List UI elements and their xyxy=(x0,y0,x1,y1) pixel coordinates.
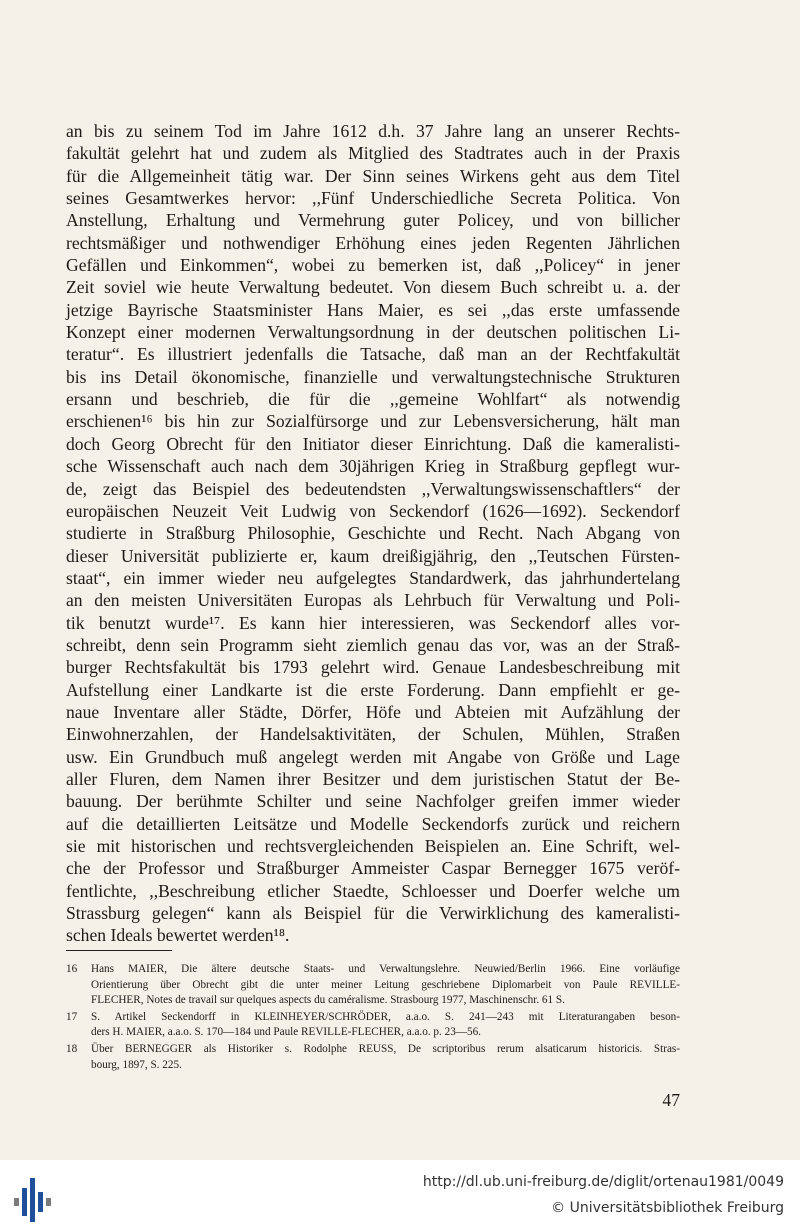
footnote-number: 18 xyxy=(66,1042,78,1055)
text-line: Gefällen und Einkommen“, wobei zu bemerken ist, daß ,,Policey“ in jener xyxy=(66,255,680,276)
footnote-line: FLECHER, Notes de travail sur quelques aspects du caméralisme. Strasbourg 1977, Maschinenschr. 61 S. xyxy=(91,994,565,1007)
text-line: Zeit soviel wie heute Verwaltung bedeutet. Von diesem Buch schreibt u. a. der xyxy=(66,277,680,298)
text-line: europäischen Neuzeit Veit Ludwig von Seckendorf (1626—1692). Seckendorf xyxy=(66,500,680,521)
text-line: erschienen¹⁶ bis hin zur Sozialfürsorge und zur Lebensversicherung, hält man xyxy=(66,411,680,432)
footnote-divider xyxy=(66,950,172,951)
footnote-number: 16 xyxy=(66,963,78,975)
text-line: jetzige Bayrische Staatsminister Hans Maier, es sei ,,das erste umfassende xyxy=(66,299,680,320)
footer-copyright: © Universitätsbibliothek Freiburg xyxy=(551,1200,784,1216)
text-line: für die Allgemeinheit tätig war. Der Sinn seines Wirkens geht aus dem Titel xyxy=(66,165,680,186)
text-line: Strassburg gelegen“ kann als Beispiel für die Verwirklichung des kameralisti- xyxy=(66,903,680,924)
text-line: Einwohnerzahlen, der Handelsaktivitäten, der Schulen, Mühlen, Straßen xyxy=(66,724,680,745)
text-line: doch Georg Obrecht für den Initiator dieser Einrichtung. Daß die kameralisti- xyxy=(66,433,680,454)
text-line: usw. Ein Grundbuch muß angelegt werden mit Angabe von Größe und Lage xyxy=(66,746,680,767)
footnote-line: ders H. MAIER, a.a.o. S. 170—184 und Paule REVILLE-FLECHER, a.a.o. p. 23—56. xyxy=(91,1026,481,1039)
text-line: auf die detaillierten Leitsätze und Modelle Seckendorfs zurück und reichern xyxy=(66,813,680,834)
text-line: de, zeigt das Beispiel des bedeutendsten ,,Verwaltungswissenschaftlers“ der xyxy=(66,478,680,499)
footnote-18 xyxy=(66,1042,680,1073)
text-line: teratur“. Es illustriert jedenfalls die Tatsache, daß man an der Rechtfakultät xyxy=(66,344,680,365)
footnote-line: Über BERNEGGER als Historiker s. Rodolphe REUSS, De scriptoribus rerum alsaticarum historicis. Stras- xyxy=(91,1042,680,1055)
text-line: fentlichte, ,,Beschreibung etlicher Staedte, Schloesser und Doerfer welche um xyxy=(66,880,680,901)
footnote-line: bourg, 1897, S. 225. xyxy=(91,1058,182,1071)
footnotes xyxy=(66,962,680,1074)
text-line: naue Inventare aller Städte, Dörfer, Höfe und Abteien mit Aufzählung der xyxy=(66,701,680,722)
text-line: bis ins Detail ökonomische, finanzielle und verwaltungstechnische Strukturen xyxy=(66,366,680,387)
body-text xyxy=(66,120,680,947)
footer-url-link[interactable]: http://dl.ub.uni-freiburg.de/diglit/ortenau1981/0049 xyxy=(422,1174,784,1190)
page-number: 47 xyxy=(662,1090,680,1110)
text-line: dieser Universität publizierte er, kaum dreißigjährig, den ,,Teutschen Fürsten- xyxy=(66,545,680,566)
text-line: studierte in Straßburg Philosophie, Geschichte und Recht. Nach Abgang von xyxy=(66,523,680,544)
text-line: Aufstellung einer Landkarte ist die erste Forderung. Dann empfiehlt er ge- xyxy=(66,679,680,700)
text-line: seines Gesamtwerkes hervor: ,,Fünf Underschiedliche Secreta Politica. Von xyxy=(66,188,680,209)
footnote-16 xyxy=(66,962,680,1009)
footnote-line: S. Artikel Seckendorff in KLEINHEYER/SCHRÖDER, a.a.o. S. 241—243 mit Literaturangaben beson- xyxy=(91,1010,680,1023)
text-line: tik benutzt wurde¹⁷. Es kann hier interessieren, was Seckendorf alles vor- xyxy=(66,612,680,633)
text-line: ersann und beschrieb, die für die ,,gemeine Wohlfart“ als notwendig xyxy=(66,389,680,410)
footnote-17 xyxy=(66,1010,680,1041)
text-line: che der Professor und Straßburger Ammeister Caspar Bernegger 1675 veröf- xyxy=(66,858,680,879)
text-line: staat“, ein immer wieder neu aufgelegtes Standardwerk, das jahrhundertelang xyxy=(66,567,680,588)
text-line: sche Wissenschaft auch nach dem 30jährigen Krieg in Straßburg gepflegt wur- xyxy=(66,456,680,477)
text-line: an den meisten Universitäten Europas als Lehrbuch für Verwaltung und Poli- xyxy=(66,590,680,611)
text-line: fakultät gelehrt hat und zudem als Mitglied des Stadtrates auch in der Praxis xyxy=(66,143,680,164)
footnote-line: Orientierung über Obrecht gibt die unter meiner Leitung geschriebene Diplomarbeit von Paule REVILLE- xyxy=(91,978,680,991)
text-line: an bis zu seinem Tod im Jahre 1612 d.h. 37 Jahre lang an unserer Rechts- xyxy=(66,121,680,141)
text-line: aller Fluren, dem Namen ihrer Besitzer und dem juristischen Statut der Be- xyxy=(66,768,680,789)
text-line: Anstellung, Erhaltung und Vermehrung guter Policey, und von billicher xyxy=(66,210,680,231)
text-line: bauung. Der berühmte Schilter und seine Nachfolger greifen immer wieder xyxy=(66,791,680,812)
footnote-line: Hans MAIER, Die ältere deutsche Staats- und Verwaltungslehre. Neuwied/Berlin 1966. Eine vorläufige xyxy=(91,963,680,975)
text-line: schreibt, denn sein Programm sieht ziemlich genau das vor, was an der Straß- xyxy=(66,634,680,655)
text-line: burger Rechtsfakultät bis 1793 gelehrt wird. Genaue Landesbeschreibung mit xyxy=(66,657,680,678)
footer-bar xyxy=(0,1160,800,1226)
text-line: Konzept einer modernen Verwaltungsordnung in der deutschen politischen Li- xyxy=(66,322,680,343)
footnote-number: 17 xyxy=(66,1010,78,1023)
text-line: sie mit historischen und rechtsvergleichenden Beispielen an. Eine Schrift, wel- xyxy=(66,836,680,856)
text-line: rechtsmäßiger und nothwendiger Erhöhung eines jeden Regenten Jährlichen xyxy=(66,232,680,253)
ub-freiburg-logo-icon[interactable] xyxy=(14,1178,54,1222)
text-line: schen Ideals bewertet werden¹⁸. xyxy=(66,925,290,946)
